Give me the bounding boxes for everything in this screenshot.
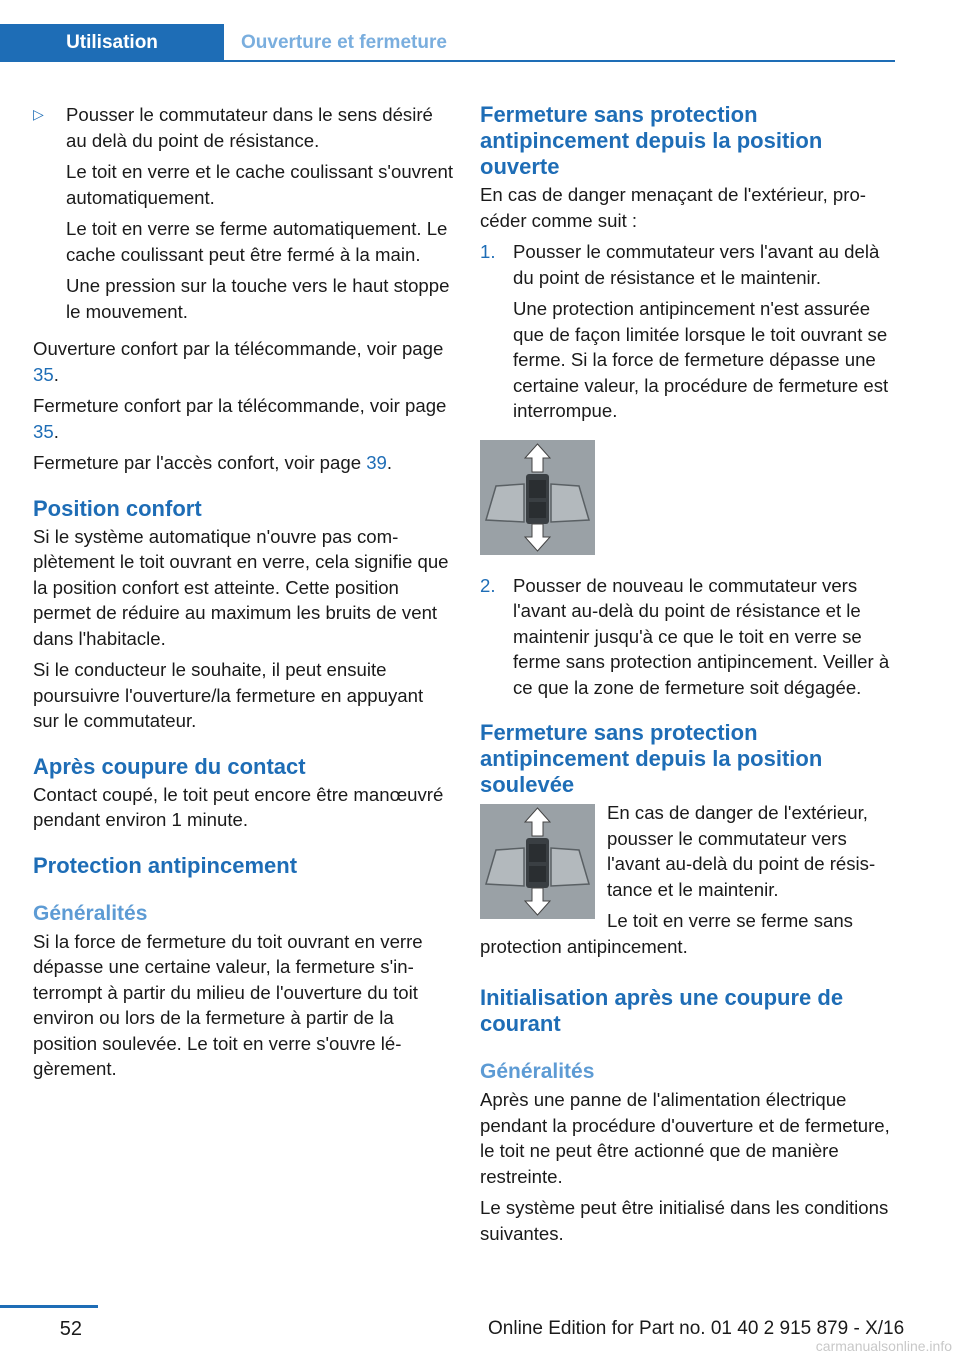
body-paragraph: Si le système automatique n'ouvre pas complètement le toit ouvrant en verre, cela signifie que la position confort est atteinte. Cette position permet de réduire au maximum les bruits de vent dans l'habitacle. [33, 525, 449, 649]
step-number: 2. [480, 574, 496, 596]
left-column [33, 102, 453, 1088]
triangle-bullet-icon: ▷ [33, 106, 44, 122]
body-paragraph: Contact coupé, le toit peut encore être manœuvré pendant environ 1 minute. [33, 783, 444, 830]
switch-figure-1 [480, 440, 900, 555]
chapter-tab: Ouverture et fermeture [241, 32, 447, 53]
heading-apres-coupure: Après coupure du contact [33, 753, 306, 779]
heading-generalites: Généralités [33, 901, 148, 925]
heading-fermeture-soulevee: Fermeture sans protection antipincement depuis la position soulevée [480, 720, 823, 797]
heading-protection: Protection antipincement [33, 852, 298, 878]
period: . [386, 452, 393, 473]
bullet-paragraph: Le toit en verre se ferme automatiquement. Le cache coulissant peut être fermé à la main. [66, 218, 448, 265]
roof-switch-image [480, 804, 595, 919]
reference-paragraph [33, 450, 453, 476]
footer-rule [0, 1305, 98, 1308]
body-paragraph: Après une panne de l'alimentation électrique pendant la procédure d'ouverture et de fermeture, le toit ne peut être actionné que de manière restreinte. [480, 1089, 890, 1187]
figure-with-text [480, 800, 900, 965]
reference-paragraph [33, 336, 453, 387]
step-number: 1. [480, 241, 496, 262]
roof-switch-icon [480, 804, 595, 919]
page-link[interactable]: 35 [33, 420, 54, 442]
reference-text: Fermeture confort par la télécommande, voir page [33, 395, 447, 416]
right-column [480, 102, 900, 1252]
bullet-paragraph: Le toit en verre et le cache coulissant s'ouvrent automatiquement. [66, 161, 454, 208]
numbered-step [480, 573, 900, 701]
bullet-paragraph: Pousser le commutateur dans le sens désiré au delà du point de résistance. [66, 104, 433, 151]
body-paragraph: En cas de danger de l'extérieur, pousser le commutateur vers l'avant au-delà du point de résistance et le maintenir. [607, 802, 876, 900]
step-paragraph: Pousser le commutateur vers l'avant au delà du point de résistance et le maintenir. [513, 241, 880, 288]
page-link[interactable]: 35 [33, 363, 54, 385]
step-paragraph: Une protection antipincement n'est assurée que de façon limitée lorsque le toit ouvrant se ferme. Si la force de fermeture dépasse une certaine valeur, la procédure de fermeture est interrompue. [513, 298, 889, 421]
body-paragraph: Si le conducteur le souhaite, il peut ensuite poursuivre l'ouverture/la fermeture en appuyant sur le commutateur. [33, 659, 424, 731]
body-paragraph: Le toit en verre se ferme sans protection antipincement. [480, 910, 853, 957]
page-number: 52 [59, 1318, 82, 1340]
heading-initialisation: Initialisation après une coupure de courant [480, 985, 844, 1036]
bullet-item [33, 102, 453, 324]
section-tab: Utilisation [0, 24, 224, 62]
heading-generalites: Généralités [480, 1060, 595, 1083]
heading-position-confort: Position confort [33, 495, 202, 521]
watermark: carmanualsonline.info [815, 1338, 952, 1354]
roof-switch-image [480, 440, 595, 555]
numbered-step [480, 239, 900, 424]
roof-switch-icon [480, 440, 595, 555]
body-paragraph: Le système peut être initialisé dans les conditions suivantes. [480, 1197, 889, 1244]
page-link[interactable]: 39 [366, 452, 387, 473]
edition-text: Online Edition for Part no. 01 40 2 915 879 - X/16 [488, 1318, 905, 1339]
period: . [53, 420, 59, 442]
period: . [53, 363, 59, 385]
bullet-paragraph: Une pression sur la touche vers le haut stoppe le mouvement. [66, 275, 450, 322]
step-paragraph: Pousser de nouveau le commutateur vers l'avant au-delà du point de résistance et le maintenir jusqu'à ce que le toit en verre se ferme sans protection antipincement. Veiller à ce que la zone de fermeture soit dégagée. [513, 574, 890, 698]
page-header [0, 24, 895, 62]
header-rule [0, 60, 895, 62]
reference-text: Ouverture confort par la télécommande, voir page [33, 338, 444, 359]
body-paragraph: Si la force de fermeture du toit ouvrant en verre dépasse une certaine valeur, la fermeture s'interrompt à partir du milieu de l'ouverture du toit environ ou lors de la fermeture à partir de la position soulevée. Le toit en verre s'ouvre légèrement. [33, 930, 423, 1079]
reference-text: Fermeture par l'accès confort, voir page [33, 452, 367, 473]
heading-fermeture-ouverte: Fermeture sans protection antipincement depuis la position ouverte [480, 102, 823, 179]
body-paragraph: En cas de danger menaçant de l'extérieur, procéder comme suit : [480, 184, 866, 231]
reference-paragraph [33, 393, 453, 444]
